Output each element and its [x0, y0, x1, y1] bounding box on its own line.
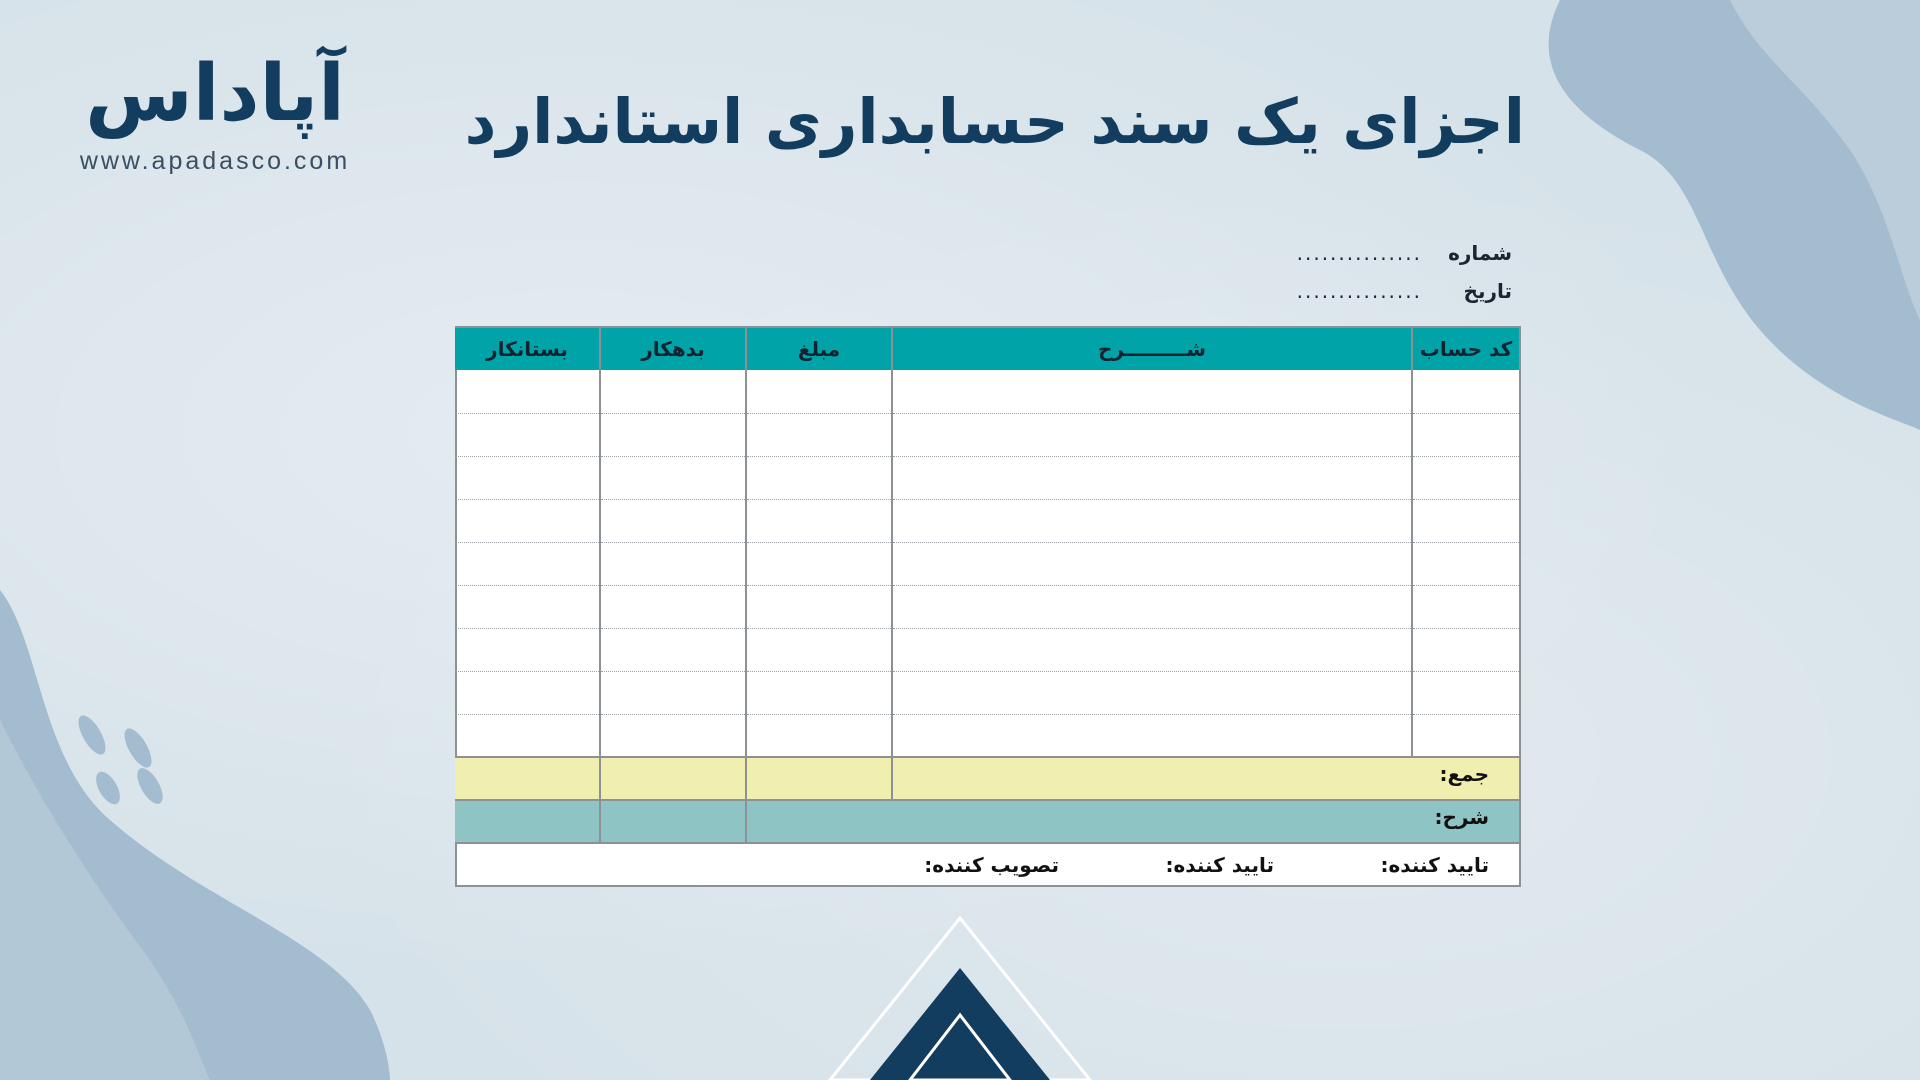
number-label: شماره: [1448, 241, 1512, 265]
table-row: [455, 456, 1519, 499]
description-cell[interactable]: [892, 714, 1412, 757]
number-row: [1297, 234, 1512, 272]
debit-cell[interactable]: [600, 671, 746, 714]
account-code-cell[interactable]: [1412, 628, 1519, 671]
brand-logo: [70, 49, 360, 176]
debit-cell[interactable]: [600, 370, 746, 413]
account-code-cell[interactable]: [1412, 456, 1519, 499]
date-row: [1297, 272, 1512, 310]
description-label: شرح:: [746, 800, 1519, 843]
account-code-cell[interactable]: [1412, 499, 1519, 542]
credit-cell[interactable]: [455, 714, 600, 757]
table-row: [455, 370, 1519, 413]
date-label: تاریخ: [1463, 279, 1512, 303]
credit-cell[interactable]: [455, 671, 600, 714]
debit-cell[interactable]: [600, 542, 746, 585]
amount-cell[interactable]: [746, 628, 892, 671]
header-amount: مبلغ: [746, 328, 892, 370]
table-row: [455, 585, 1519, 628]
page-title: اجزای یک سند حسابداری استاندارد: [464, 85, 1525, 158]
description-credit-cell[interactable]: [455, 800, 600, 843]
description-cell[interactable]: [892, 499, 1412, 542]
table-row: [455, 671, 1519, 714]
credit-cell[interactable]: [455, 628, 600, 671]
logo-mark: آپاداس: [85, 49, 345, 139]
description-row: [455, 800, 1519, 843]
amount-cell[interactable]: [746, 456, 892, 499]
account-code-cell[interactable]: [1412, 585, 1519, 628]
credit-cell[interactable]: [455, 370, 600, 413]
sum-amount-cell[interactable]: [746, 757, 892, 800]
amount-cell[interactable]: [746, 585, 892, 628]
header-account-code: کد حساب: [1412, 328, 1519, 370]
sum-label: جمع:: [892, 757, 1519, 800]
header-description: شـــــــــرح: [892, 328, 1412, 370]
debit-cell[interactable]: [600, 413, 746, 456]
account-code-cell[interactable]: [1412, 714, 1519, 757]
credit-cell[interactable]: [455, 499, 600, 542]
account-code-cell[interactable]: [1412, 413, 1519, 456]
sum-credit-cell[interactable]: [455, 757, 600, 800]
approver-2-label: تایید کننده:: [1165, 852, 1274, 877]
table-row: [455, 714, 1519, 757]
sum-debit-cell[interactable]: [600, 757, 746, 800]
header-debit: بدهکار: [600, 328, 746, 370]
description-cell[interactable]: [892, 628, 1412, 671]
debit-cell[interactable]: [600, 628, 746, 671]
description-cell[interactable]: [892, 585, 1412, 628]
description-cell[interactable]: [892, 370, 1412, 413]
debit-cell[interactable]: [600, 499, 746, 542]
description-debit-cell[interactable]: [600, 800, 746, 843]
description-cell[interactable]: [892, 542, 1412, 585]
signature-cell: [455, 843, 1519, 885]
ratifier-label: تصویب کننده:: [924, 852, 1059, 877]
amount-cell[interactable]: [746, 413, 892, 456]
account-code-cell[interactable]: [1412, 370, 1519, 413]
amount-cell[interactable]: [746, 671, 892, 714]
sum-row: [455, 757, 1519, 800]
header-credit: بستانکار: [455, 328, 600, 370]
credit-cell[interactable]: [455, 413, 600, 456]
logo-url: www.apadasco.com: [79, 147, 351, 175]
credit-cell[interactable]: [455, 456, 600, 499]
accounting-voucher-table: [455, 326, 1521, 887]
description-cell[interactable]: [892, 456, 1412, 499]
bottom-triangle-motif: [830, 918, 1090, 1080]
credit-cell[interactable]: [455, 542, 600, 585]
voucher-meta: [1297, 234, 1512, 310]
debit-cell[interactable]: [600, 714, 746, 757]
description-cell[interactable]: [892, 413, 1412, 456]
number-field[interactable]: ...............: [1296, 241, 1422, 265]
amount-cell[interactable]: [746, 499, 892, 542]
signature-row: [455, 843, 1519, 885]
amount-cell[interactable]: [746, 370, 892, 413]
debit-cell[interactable]: [600, 456, 746, 499]
table-row: [455, 413, 1519, 456]
account-code-cell[interactable]: [1412, 671, 1519, 714]
credit-cell[interactable]: [455, 585, 600, 628]
amount-cell[interactable]: [746, 542, 892, 585]
approver-1-label: تایید کننده:: [1380, 852, 1489, 877]
table-row: [455, 628, 1519, 671]
amount-cell[interactable]: [746, 714, 892, 757]
date-field[interactable]: ...............: [1296, 279, 1422, 303]
debit-cell[interactable]: [600, 585, 746, 628]
account-code-cell[interactable]: [1412, 542, 1519, 585]
table-row: [455, 499, 1519, 542]
description-cell[interactable]: [892, 671, 1412, 714]
header-row: [455, 328, 1519, 370]
rain-marks-left: [73, 711, 168, 808]
table-row: [455, 542, 1519, 585]
